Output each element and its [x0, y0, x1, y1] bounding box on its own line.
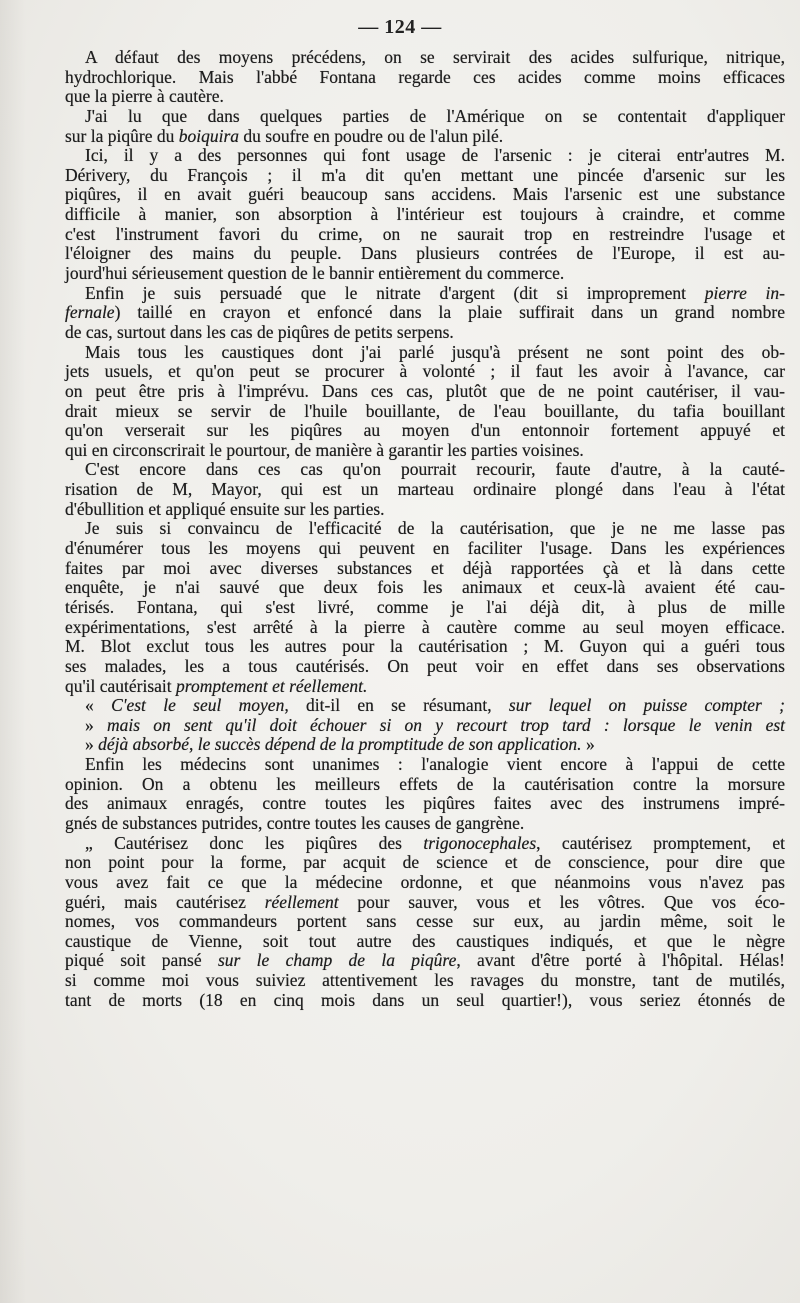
line-content: [65, 440, 584, 460]
text-segment: jets usuels, et qu'on peut se procurer à volonté ; il faut les avoir à l'avance, car: [65, 361, 785, 382]
text-segment: sur la piqûre du: [65, 125, 179, 146]
text-segment: M. Blot exclut tous les autres pour la cautérisation ; M. Guyon qui a guéri tous: [65, 636, 785, 657]
text-segment: guéri, mais cautérisez: [65, 891, 265, 912]
text-line: [65, 814, 785, 834]
text-segment: hydrochlorique. Mais l'abbé Fontana regarde ces acides comme moins efficaces: [65, 66, 785, 87]
text-segment: pour sauver, vous et les vôtres. Que vos éco-: [338, 891, 785, 912]
text-segment: faites par moi avec diverses substances et déjà rapportées çà et là dans cette: [65, 557, 785, 578]
line-content: [65, 872, 785, 892]
paragraph: [65, 343, 785, 461]
text-line: [65, 519, 785, 539]
text-line: [65, 185, 785, 205]
italic-text: C'est le seul moyen,: [111, 695, 289, 716]
line-content: [85, 283, 785, 303]
paragraph: [65, 107, 785, 146]
text-line: [65, 382, 785, 402]
text-line: [65, 303, 785, 323]
text-segment: »: [581, 734, 595, 755]
text-segment: «: [85, 695, 112, 716]
line-content: [65, 813, 524, 833]
text-segment: si comme moi vous suiviez attentivement les ravages du monstre, tant de mutilés,: [65, 970, 785, 991]
text-line: [65, 343, 785, 363]
text-segment: qui en circonscrirait le pourtour, de manière à garantir les parties voisines.: [65, 439, 584, 460]
text-line: [65, 460, 785, 480]
line-content: [65, 990, 785, 1010]
text-line: [65, 68, 785, 88]
line-content: [65, 499, 385, 519]
line-content: [65, 224, 785, 244]
text-line: [65, 244, 785, 264]
paragraph: [65, 146, 785, 283]
text-line: [65, 87, 785, 107]
text-segment: »: [85, 714, 107, 735]
text-line: [65, 735, 785, 755]
text-line: [65, 834, 785, 854]
line-content: [65, 420, 785, 440]
italic-text: réellement: [264, 891, 339, 912]
text-segment: drait mieux se servir de l'huile bouillante, de l'eau bouillante, du tafia bouillant: [65, 400, 785, 421]
text-line: [65, 991, 785, 1011]
text-segment: A défaut des moyens précédens, on se servirait des acides sulfurique, nitrique,: [85, 47, 785, 67]
text-segment: d'ébullition et appliqué ensuite sur les parties.: [65, 498, 385, 519]
text-segment: , avant d'être porté à l'hôpital. Hélas!: [456, 950, 786, 971]
line-content: [65, 597, 785, 617]
text-segment: l'éloigner des mains du peuple. Dans plusieurs contrées de l'Europe, il est au-: [65, 243, 785, 264]
text-line: [65, 362, 785, 382]
line-content: [65, 538, 785, 558]
text-segment: nomes, vos commandeurs portent sans cesse sur eux, au jardin même, soit le: [65, 911, 785, 932]
text-segment: vous avez fait ce que la médecine ordonne, et que néanmoins vous n'avez pas: [65, 871, 785, 892]
line-content: [85, 715, 785, 735]
text-segment: ) taillé en crayon et enfoncé dans la plaie suffirait dans un grand nombre: [114, 302, 785, 323]
text-line: [65, 539, 785, 559]
text-segment: „ Cautérisez donc les piqûres des: [85, 832, 424, 853]
line-content: [65, 636, 785, 656]
line-content: [65, 852, 785, 872]
body-text: [65, 48, 785, 1010]
line-content: [65, 577, 785, 597]
text-segment: , cautérisez promptement, et: [536, 832, 785, 853]
paragraph: [65, 834, 785, 1011]
text-line: [65, 284, 785, 304]
text-segment: c'est l'instrument favori du crime, on ne saurait trop en restreindre l'usage et: [65, 223, 785, 244]
line-content: [85, 342, 785, 362]
text-segment: Ici, il y a des personnes qui font usage de l'arsenic : je citerai entr'autres M.: [85, 145, 785, 166]
line-content: [65, 479, 785, 499]
italic-text: mais on sent qu'il doit échouer si on y recourt trop tard : lorsque le venin est: [106, 714, 786, 735]
line-content: [85, 145, 785, 165]
line-content: [65, 617, 785, 637]
paragraph: [65, 48, 785, 107]
italic-text: fernale: [65, 302, 115, 323]
text-segment: Enfin les médecins sont unanimes : l'analogie vient encore à l'appui de cette: [85, 754, 785, 775]
text-line: [65, 853, 785, 873]
text-segment: difficile à manier, son absorption à l'intérieur est toujours à craindre, et comme: [65, 204, 785, 225]
text-line: [65, 657, 785, 677]
line-content: [85, 518, 785, 538]
line-content: [65, 263, 564, 283]
text-line: [65, 971, 785, 991]
line-content: [65, 322, 454, 342]
italic-text: promptement et réellement.: [176, 675, 368, 696]
line-content: [65, 243, 785, 263]
line-content: [65, 184, 785, 204]
text-segment: Mais tous les caustiques dont j'ai parlé jusqu'à présent ne sont point des ob-: [85, 341, 785, 362]
text-line: [65, 421, 785, 441]
italic-text: boiquira: [178, 125, 240, 146]
line-content: [85, 459, 785, 479]
text-segment: du soufre en poudre ou de l'alun pilé.: [239, 125, 504, 146]
line-content: [85, 754, 785, 774]
text-line: [65, 618, 785, 638]
text-segment: gnés de substances putrides, contre toutes les causes de gangrène.: [65, 812, 525, 833]
paragraph: [65, 519, 785, 696]
line-content: [65, 126, 503, 146]
text-line: [65, 775, 785, 795]
line-content: [65, 67, 785, 87]
line-content: [65, 676, 367, 696]
text-line: [65, 696, 785, 716]
italic-text: déjà absorbé, le succès dépend de la promptitude de son application.: [98, 734, 582, 755]
text-line: [65, 264, 785, 284]
text-line: [65, 677, 785, 697]
text-segment: risation de M, Mayor, qui est un marteau ordinaire plongé dans l'eau à l'état: [65, 479, 785, 500]
text-segment: ses malades, les a tous cautérisés. On peut voir en effet dans ses observations: [65, 655, 785, 676]
text-line: [65, 48, 785, 68]
text-segment: térisés. Fontana, qui s'est livré, comme je l'ai déjà dit, à plus de mille: [65, 596, 785, 617]
text-segment: qu'il cautérisait: [65, 675, 177, 696]
text-line: [65, 598, 785, 618]
line-content: [85, 833, 785, 853]
text-line: [65, 716, 785, 736]
text-line: [65, 166, 785, 186]
line-content: [65, 656, 785, 676]
paragraph: [65, 284, 785, 343]
text-line: [65, 755, 785, 775]
text-segment: »: [85, 734, 99, 755]
italic-text: trigonocephales: [423, 832, 537, 853]
text-line: [65, 500, 785, 520]
text-segment: dit-il en se résumant,: [288, 695, 509, 716]
line-content: [65, 970, 785, 990]
line-content: [65, 401, 785, 421]
text-line: [65, 205, 785, 225]
text-segment: Enfin je suis persuadé que le nitrate d'argent (dit si improprement: [85, 282, 705, 303]
line-content: [85, 734, 595, 754]
text-segment: caustique de Vienne, soit tout autre des caustiques indiqués, et que le nègre: [65, 930, 785, 951]
text-segment: non point pour la forme, par acquit de science et de conscience, pour dire que: [65, 852, 785, 873]
paragraph: [65, 460, 785, 519]
paragraph: [65, 755, 785, 834]
text-segment: on peut être pris à l'imprévu. Dans ces cas, plutôt que de ne point cautériser, il vau-: [65, 380, 785, 401]
text-segment: tant de morts (18 en cinq mois dans un seul quartier!), vous seriez étonnés de: [65, 989, 785, 1010]
line-content: [65, 381, 785, 401]
paragraph: [65, 696, 785, 755]
line-content: [65, 204, 785, 224]
text-segment: expérimentations, s'est arrêté à la pierre à cautère comme au seul moyen efficace.: [65, 616, 785, 637]
line-content: [65, 793, 785, 813]
text-segment: Je suis si convaincu de l'efficacité de la cautérisation, que je ne me lasse pas: [85, 518, 785, 539]
text-line: [65, 578, 785, 598]
text-segment: J'ai lu que dans quelques parties de l'Amérique on se contentait d'appliquer: [85, 105, 785, 126]
line-content: [65, 165, 785, 185]
text-line: [65, 441, 785, 461]
text-segment: enquête, je n'ai sauvé que deux fois les animaux et ceux-là avaient été cau-: [65, 577, 785, 598]
text-line: [65, 402, 785, 422]
text-segment: d'énumérer tous les moyens qui peuvent en faciliter l'usage. Dans les expériences: [65, 538, 785, 559]
text-line: [65, 480, 785, 500]
text-segment: piqué soit pansé: [65, 950, 218, 971]
text-line: [65, 127, 785, 147]
text-line: [65, 323, 785, 343]
text-segment: C'est encore dans ces cas qu'on pourrait recourir, faute d'autre, à la cauté-: [85, 459, 785, 480]
text-segment: Dérivery, du François ; il m'a dit qu'en mettant une pincée d'arsenic sur les: [65, 164, 785, 185]
text-line: [65, 225, 785, 245]
text-segment: piqûres, il en avait guéri beaucoup sans accidens. Mais l'arsenic est une substance: [65, 184, 785, 205]
page-number: — 124 —: [358, 16, 442, 38]
line-content: [65, 774, 785, 794]
text-line: [65, 893, 785, 913]
line-content: [85, 47, 785, 67]
text-line: [65, 932, 785, 952]
text-segment: opinion. On a obtenu les meilleurs effets de la cautérisation contre la morsure: [65, 773, 785, 794]
line-content: [65, 86, 224, 106]
line-content: [85, 695, 785, 715]
text-line: [65, 873, 785, 893]
line-content: [65, 931, 785, 951]
text-line: [65, 637, 785, 657]
line-content: [65, 558, 785, 578]
text-line: [65, 951, 785, 971]
line-content: [65, 302, 785, 322]
text-segment: que la pierre à cautère.: [65, 86, 224, 107]
italic-text: pierre in-: [704, 282, 785, 303]
text-segment: des animaux enragés, contre toutes les piqûres faites avec des instrumens impré-: [65, 793, 785, 814]
line-content: [65, 892, 785, 912]
text-line: [65, 146, 785, 166]
italic-text: sur le champ de la piqûre: [217, 950, 457, 971]
text-line: [65, 559, 785, 579]
text-line: [65, 794, 785, 814]
text-segment: jourd'hui sérieusement question de le bannir entièrement du commerce.: [65, 263, 565, 284]
line-content: [65, 950, 785, 970]
italic-text: sur lequel on puisse compter ;: [508, 695, 785, 716]
line-content: [85, 106, 785, 126]
text-segment: de cas, surtout dans les cas de piqûres de petits serpens.: [65, 321, 454, 342]
line-content: [65, 911, 785, 931]
text-segment: qu'on verserait sur les piqûres au moyen d'un entonnoir fortement appuyé et: [65, 420, 785, 441]
line-content: [65, 361, 785, 381]
text-line: [65, 912, 785, 932]
text-line: [65, 107, 785, 127]
